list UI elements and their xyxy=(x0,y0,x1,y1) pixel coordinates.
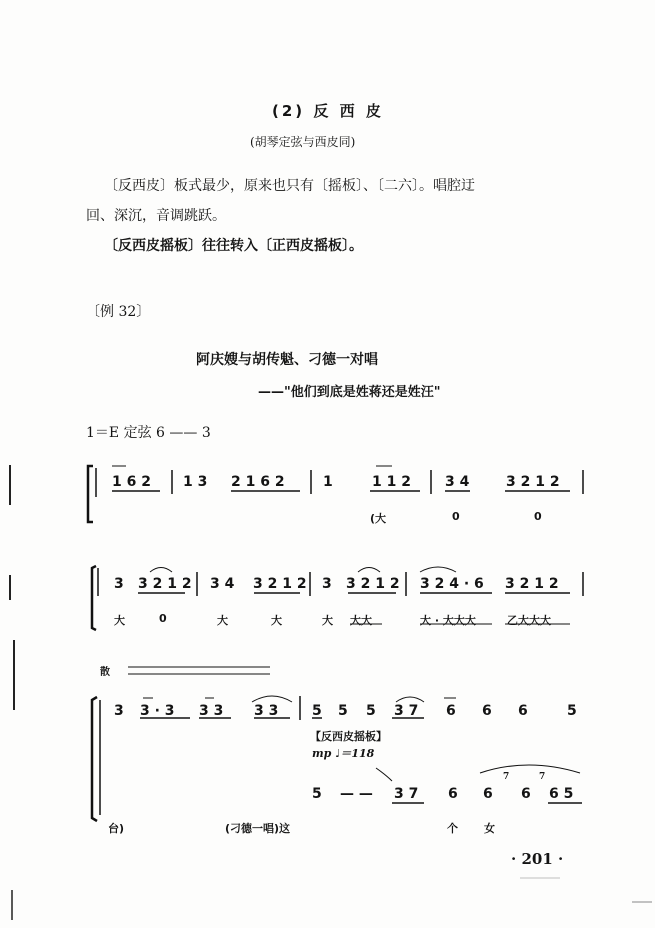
note-group: 2 1 6 2 xyxy=(231,474,285,490)
note-group: 6 xyxy=(482,703,492,719)
lyric: 0 xyxy=(452,510,460,523)
note-group: 1 3 xyxy=(183,474,208,490)
lyric: 0 xyxy=(159,612,167,625)
note-group: 3 4 xyxy=(445,474,470,490)
note-group: 6 xyxy=(448,786,458,802)
key-signature: 1＝E 定弦 6 —— 3 xyxy=(86,425,211,441)
lyric: 大 xyxy=(322,614,333,627)
lyric: 大 xyxy=(271,614,282,627)
paragraph-1-line-2: 回、深沉，音调跳跃。 xyxy=(86,208,226,224)
lyric: 0 xyxy=(534,510,542,523)
lyric: (刁德一唱)这 xyxy=(225,822,291,835)
note-group: 3 · 3 xyxy=(140,703,175,719)
lyric: 大 · 大大大 xyxy=(420,614,476,627)
lyric: 女 xyxy=(484,822,495,835)
note-group: 3 7 xyxy=(394,703,419,719)
note-group: 5 xyxy=(338,703,348,719)
note-group: 5 xyxy=(366,703,376,719)
lyric: 个 xyxy=(447,822,458,835)
note-group: 1 6 2 xyxy=(112,474,151,490)
note-group: 3 xyxy=(114,576,124,592)
page-number: · 201 · xyxy=(511,850,564,868)
section-title: (2) 反 西 皮 xyxy=(272,102,384,120)
lyric: 大 xyxy=(217,614,228,627)
note-group: 5 xyxy=(567,703,577,719)
song-subtitle: ——"他们到底是姓蒋还是姓汪" xyxy=(258,385,441,400)
song-title: 阿庆嫂与胡传魁、刁德一对唱 xyxy=(196,352,378,368)
note-group: — — xyxy=(340,786,373,802)
note-group: 5 xyxy=(312,703,322,719)
note-group: 3 2 1 2 xyxy=(138,576,192,592)
note-group: 3 3 xyxy=(199,703,224,719)
example-label: 〔例 32〕 xyxy=(86,304,151,320)
note-group: 3 2 1 2 xyxy=(253,576,307,592)
note-group: 3 2 1 2 xyxy=(506,474,560,490)
lyric: (大 xyxy=(370,512,387,525)
note-group: 6 xyxy=(521,786,531,802)
note-group: 3 2 4 · 6 xyxy=(420,576,484,592)
note-group: 3 xyxy=(114,703,124,719)
note-group: 6 xyxy=(446,703,456,719)
note-group: 3 2 1 2 xyxy=(346,576,400,592)
note-group: 3 xyxy=(322,576,332,592)
tempo-mark: 散 xyxy=(100,667,110,678)
note-group: 6 xyxy=(483,786,493,802)
grace-note: 7 xyxy=(539,772,546,782)
section-subtitle: (胡琴定弦与西皮同) xyxy=(250,135,356,149)
note-group: 3 2 1 2 xyxy=(505,576,559,592)
note-group: 1 xyxy=(323,474,333,490)
grace-note: 7 xyxy=(503,772,510,782)
lyric: 大 xyxy=(114,614,125,627)
paragraph-2: 〔反西皮摇板〕往往转入〔正西皮摇板〕。 xyxy=(104,238,363,254)
paragraph-1-line-1: 〔反西皮〕板式最少，原来也只有〔摇板〕、〔二六〕。唱腔迂 xyxy=(104,178,475,194)
note-group: 6 5 xyxy=(549,786,574,802)
note-group: 1 1 2 xyxy=(372,474,411,490)
note-group: 5 xyxy=(312,786,322,802)
note-group: 3 3 xyxy=(254,703,279,719)
note-group: 6 xyxy=(518,703,528,719)
lyric: 乙大大大 xyxy=(507,614,551,627)
banshi-label: 【反西皮摇板】 xyxy=(310,730,387,743)
dynamics-tempo: mp ♩＝118 xyxy=(312,747,375,760)
note-group: 3 4 xyxy=(210,576,235,592)
lyric: 大大 xyxy=(350,614,372,627)
lyric: 台) xyxy=(108,822,125,835)
note-group: 3 7 xyxy=(394,786,419,802)
